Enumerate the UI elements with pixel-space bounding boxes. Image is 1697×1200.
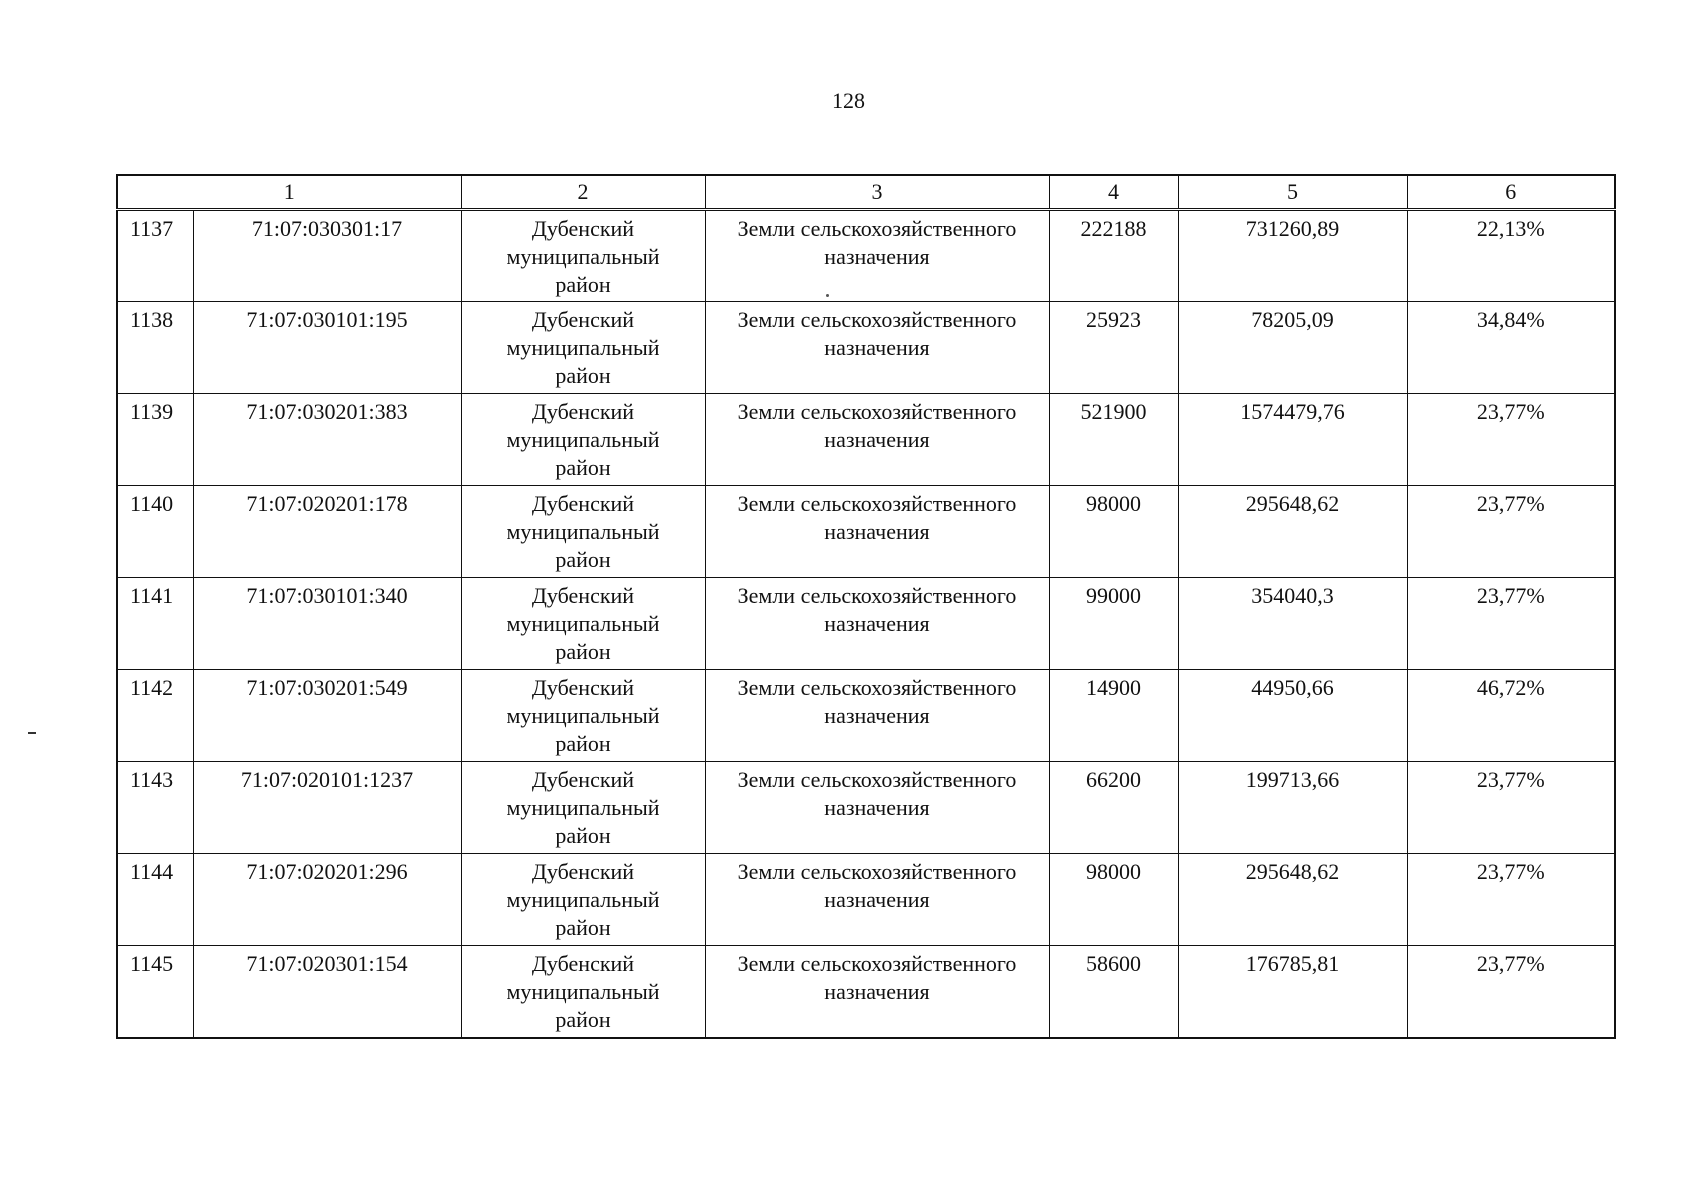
district-cell [461,762,705,854]
header-col-3: 3 [705,175,1049,210]
rate-cell: 23,77% [1407,578,1615,670]
district-line: Дубенский [531,767,635,792]
rate-cell: 23,77% [1407,762,1615,854]
land-category-cell [705,670,1049,762]
land-category-line: назначения [824,611,930,636]
table-row [117,670,1615,762]
cadastral-number-cell: 71:07:030101:195 [193,302,461,394]
district-line: Дубенский [531,859,635,884]
district-cell [461,670,705,762]
district-line: район [555,731,611,756]
row-number-cell: 1145 [117,946,193,1038]
district-line: муниципальный [506,611,660,636]
land-category-cell [705,302,1049,394]
land-category-line: назначения [824,244,930,269]
land-category-line: Земли сельскохозяйственного [737,951,1017,976]
land-category-line: Земли сельскохозяйственного [737,491,1017,516]
row-number-cell: 1140 [117,486,193,578]
district-line: Дубенский [531,216,635,241]
district-line: район [555,823,611,848]
land-category-line: назначения [824,519,930,544]
land-category-line: назначения [824,887,930,912]
row-number-cell: 1141 [117,578,193,670]
land-registry-table [116,174,1616,1039]
land-category-cell [705,210,1049,302]
district-cell [461,578,705,670]
land-category-line: назначения [824,703,930,728]
area-cell: 58600 [1049,946,1178,1038]
district-cell [461,946,705,1038]
area-cell: 98000 [1049,486,1178,578]
cadastral-value-cell: 731260,89 [1178,210,1407,302]
cadastral-number-cell: 71:07:020101:1237 [193,762,461,854]
district-line: муниципальный [506,795,660,820]
cadastral-value-cell: 295648,62 [1178,854,1407,946]
district-line: Дубенский [531,491,635,516]
cadastral-number-cell: 71:07:020201:296 [193,854,461,946]
land-category-line: Земли сельскохозяйственного [737,675,1017,700]
land-category-cell [705,486,1049,578]
table-row [117,486,1615,578]
land-category-line: назначения [824,335,930,360]
cadastral-value-cell: 176785,81 [1178,946,1407,1038]
table-row [117,210,1615,302]
cadastral-value-cell: 1574479,76 [1178,394,1407,486]
district-line: Дубенский [531,583,635,608]
row-number-cell: 1143 [117,762,193,854]
land-category-line: Земли сельскохозяйственного [737,307,1017,332]
land-category-line: Земли сельскохозяйственного [737,583,1017,608]
district-cell [461,210,705,302]
table-row [117,762,1615,854]
district-line: Дубенский [531,307,635,332]
land-category-cell [705,854,1049,946]
header-col-1: 1 [117,175,461,210]
area-cell: 66200 [1049,762,1178,854]
area-cell: 14900 [1049,670,1178,762]
district-line: район [555,272,611,297]
rate-cell: 46,72% [1407,670,1615,762]
cadastral-value-cell: 199713,66 [1178,762,1407,854]
table-row [117,946,1615,1038]
district-line: Дубенский [531,675,635,700]
district-cell [461,302,705,394]
cadastral-number-cell: 71:07:030201:383 [193,394,461,486]
table-row [117,302,1615,394]
district-line: муниципальный [506,427,660,452]
header-row [117,175,1615,210]
area-cell: 99000 [1049,578,1178,670]
cadastral-number-cell: 71:07:020301:154 [193,946,461,1038]
district-line: муниципальный [506,335,660,360]
cadastral-value-cell: 354040,3 [1178,578,1407,670]
land-category-line: назначения [824,979,930,1004]
table-row [117,854,1615,946]
cadastral-number-cell: 71:07:020201:178 [193,486,461,578]
land-category-cell [705,578,1049,670]
rate-cell: 23,77% [1407,946,1615,1038]
district-line: район [555,547,611,572]
table-row [117,578,1615,670]
district-line: район [555,363,611,388]
header-col-2: 2 [461,175,705,210]
district-line: Дубенский [531,399,635,424]
header-col-4: 4 [1049,175,1178,210]
land-category-line: назначения [824,427,930,452]
header-col-5: 5 [1178,175,1407,210]
district-cell [461,854,705,946]
cadastral-value-cell: 44950,66 [1178,670,1407,762]
rate-cell: 23,77% [1407,394,1615,486]
district-line: район [555,915,611,940]
district-line: муниципальный [506,703,660,728]
table-body [117,210,1615,1038]
cadastral-value-cell: 78205,09 [1178,302,1407,394]
page-number: 128 [832,88,865,113]
district-cell [461,394,705,486]
area-cell: 521900 [1049,394,1178,486]
area-cell: 98000 [1049,854,1178,946]
land-category-cell [705,394,1049,486]
table-row [117,394,1615,486]
district-line: район [555,639,611,664]
row-number-cell: 1139 [117,394,193,486]
land-category-line: Земли сельскохозяйственного [737,859,1017,884]
header-col-6: 6 [1407,175,1615,210]
district-line: муниципальный [506,244,660,269]
rate-cell: 22,13% [1407,210,1615,302]
row-number-cell: 1137 [117,210,193,302]
land-category-cell [705,762,1049,854]
land-category-line: назначения [824,795,930,820]
district-line: район [555,1007,611,1032]
scan-artifact-mark [28,732,36,734]
district-line: район [555,455,611,480]
row-number-cell: 1142 [117,670,193,762]
district-cell [461,486,705,578]
cadastral-number-cell: 71:07:030301:17 [193,210,461,302]
row-number-cell: 1138 [117,302,193,394]
district-line: муниципальный [506,979,660,1004]
table-header [117,175,1615,210]
row-number-cell: 1144 [117,854,193,946]
district-line: Дубенский [531,951,635,976]
land-category-line: Земли сельскохозяйственного [737,399,1017,424]
district-line: муниципальный [506,519,660,544]
cadastral-number-cell: 71:07:030201:549 [193,670,461,762]
district-line: муниципальный [506,887,660,912]
cadastral-value-cell: 295648,62 [1178,486,1407,578]
land-category-line: Земли сельскохозяйственного [737,216,1017,241]
rate-cell: 34,84% [1407,302,1615,394]
rate-cell: 23,77% [1407,854,1615,946]
area-cell: 222188 [1049,210,1178,302]
area-cell: 25923 [1049,302,1178,394]
land-category-cell [705,946,1049,1038]
land-category-line: Земли сельскохозяйственного [737,767,1017,792]
cadastral-number-cell: 71:07:030101:340 [193,578,461,670]
rate-cell: 23,77% [1407,486,1615,578]
